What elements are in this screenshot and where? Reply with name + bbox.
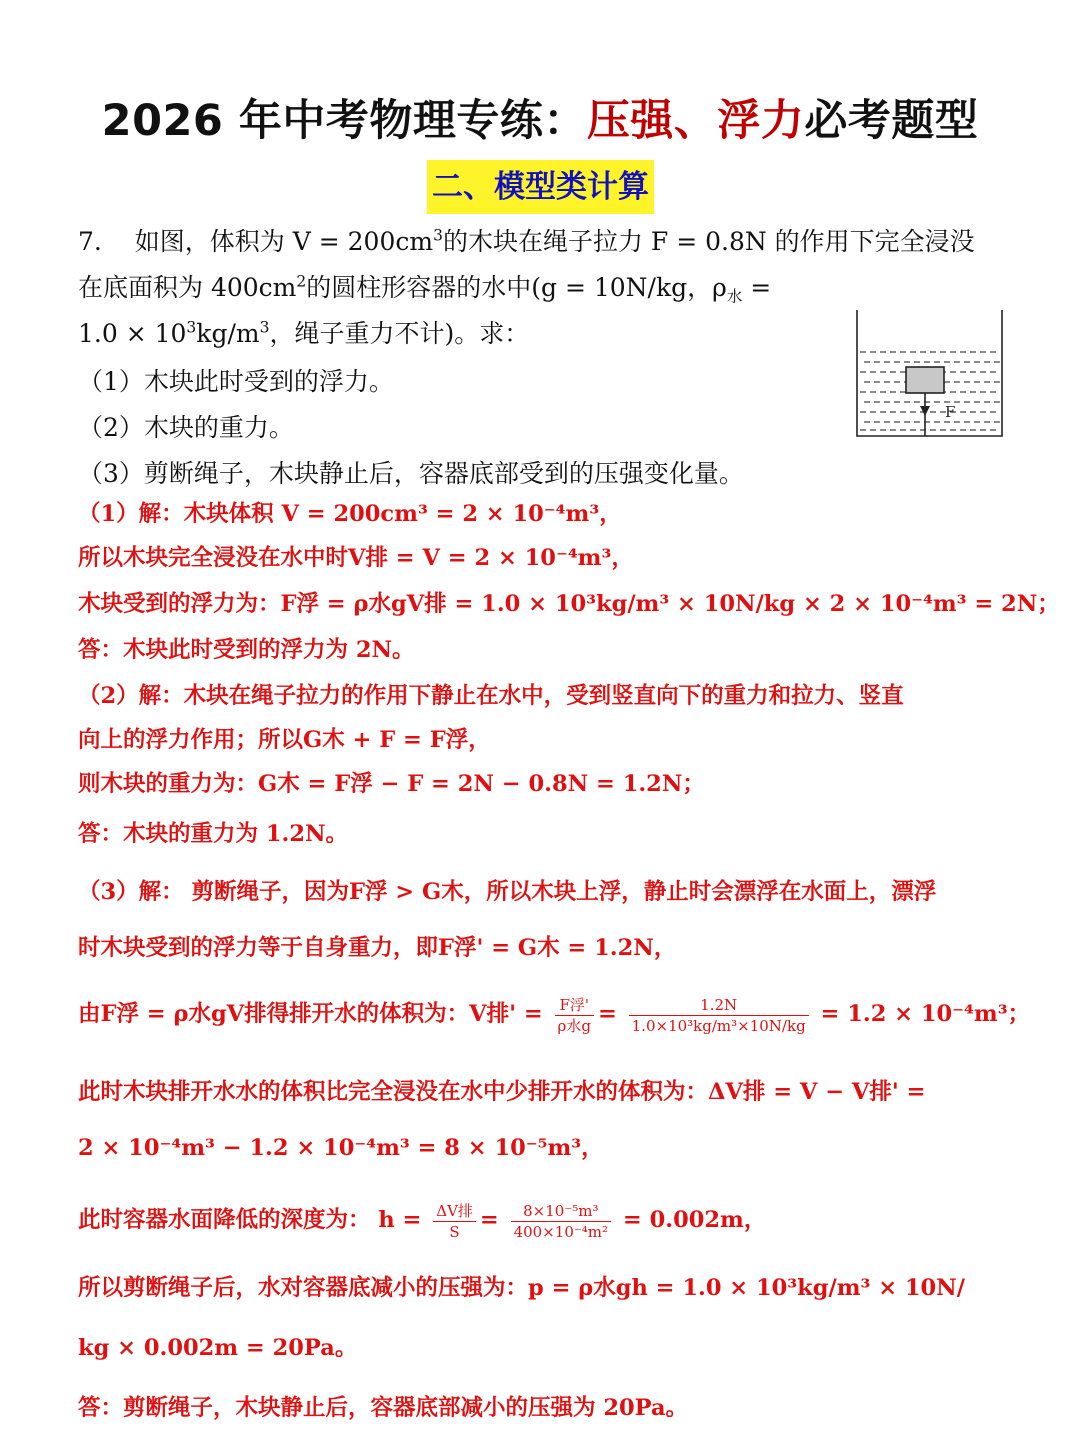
q-text: kg/m bbox=[196, 319, 260, 348]
answer-1-line-1: （1）解：木块体积 V = 200cm³ = 2 × 10⁻⁴m³， bbox=[78, 501, 622, 527]
q-text: 的木块在绳子拉力 F = 0.8N 的作用下完全浸没 bbox=[442, 227, 975, 256]
q-text: ，绳子重力不计)。求： bbox=[269, 319, 530, 348]
fraction bbox=[511, 1201, 611, 1242]
question-part-1: （1）木块此时受到的浮力。 bbox=[78, 367, 394, 396]
q-text: 1.0 × 10 bbox=[78, 319, 187, 348]
fraction-numerator: F浮' bbox=[555, 995, 594, 1016]
fraction-denominator: 1.0×10³kg/m³×10N/kg bbox=[631, 1016, 806, 1035]
page-title bbox=[0, 86, 1080, 156]
q-sup: 3 bbox=[186, 318, 197, 337]
answer-3-line-1: （3）解： 剪断绳子，因为F浮 > G木，所以木块上浮，静止时会漂浮在水面上，漂浮 bbox=[78, 879, 937, 905]
question-line-1 bbox=[78, 222, 975, 262]
force-arrow-icon bbox=[920, 406, 930, 416]
question-line-2 bbox=[78, 268, 771, 308]
equation-text: = 0.002m， bbox=[622, 1207, 767, 1233]
q-sup: 3 bbox=[433, 226, 443, 245]
fraction-numerator: 8×10⁻⁵m³ bbox=[511, 1201, 611, 1222]
fraction-denominator: ρ水g bbox=[557, 1016, 591, 1035]
answer-2-line-1: （2）解：木块在绳子拉力的作用下静止在水中，受到竖直向下的重力和拉力、竖直 bbox=[78, 683, 904, 709]
title-suffix: 必考题型 bbox=[804, 96, 979, 146]
q-text: 的圆柱形容器的水中(g = 10N/kg，ρ bbox=[306, 273, 727, 302]
container-diagram bbox=[852, 308, 1007, 440]
q-sub: 水 bbox=[726, 287, 743, 306]
q-text: 在底面积为 400cm bbox=[78, 273, 297, 302]
wood-block bbox=[906, 367, 944, 393]
answer-1-line-2: 所以木块完全浸没在水中时V排 = V = 2 × 10⁻⁴m³， bbox=[78, 545, 634, 571]
question-part-2: （2）木块的重力。 bbox=[78, 413, 294, 442]
fraction-numerator: ΔV排 bbox=[433, 1201, 476, 1222]
answer-3-line-2: 时木块受到的浮力等于自身重力，即F浮' = G木 = 1.2N， bbox=[78, 935, 677, 961]
fraction-numerator: 1.2N bbox=[629, 995, 809, 1016]
q-sup: 2 bbox=[296, 272, 307, 291]
q-sup: 3 bbox=[259, 318, 270, 337]
q-text: = bbox=[742, 273, 772, 302]
answer-2-line-3: 则木块的重力为：G木 = F浮 − F = 2N − 0.8N = 1.2N； bbox=[78, 771, 705, 797]
answer-1-line-3: 木块受到的浮力为：F浮 = ρ水gV排 = 1.0 × 10³kg/m³ × 10N/kg × 2 × 10⁻⁴m³ = 2N； bbox=[78, 591, 1060, 617]
fraction-denominator: S bbox=[449, 1222, 460, 1241]
answer-3-line-6: 此时容器水面降低的深度为： h = $\frac{\text{ΔV排}}{S}$ = $\frac{\text{8×10⁻⁵m³}}{\text{400×10⁻⁴m²}}$ = 0.002m， bbox=[78, 1201, 767, 1241]
answer-3-line-7: 所以剪断绳子后，水对容器底减小的压强为：p = ρ水gh = 1.0 × 10³kg/m³ × 10N/ bbox=[78, 1275, 965, 1301]
answer-3-line-3: 由F浮 = ρ水gV排得排开水的体积为：V排' = $\frac{\text{F浮'}}{\text{ρ水g}}$ = $\frac{1.2N}{\text{1.0×10³kg/m³×10N/kg}}$ = 1.2 × 10⁻⁴m³； bbox=[78, 995, 1031, 1035]
answer-3-line-5: 2 × 10⁻⁴m³ − 1.2 × 10⁻⁴m³ = 8 × 10⁻⁵m³， bbox=[78, 1135, 604, 1161]
equation-text: 由F浮 = ρ水gV排得排开水的体积为：V排' = bbox=[78, 1001, 543, 1027]
answer-2-line-4: 答：木块的重力为 1.2N。 bbox=[78, 821, 349, 847]
force-label: F bbox=[945, 403, 956, 421]
answer-3-line-9: 答：剪断绳子，木块静止后，容器底部减小的压强为 20Pa。 bbox=[78, 1395, 689, 1421]
answer-1-line-4: 答：木块此时受到的浮力为 2N。 bbox=[78, 637, 415, 663]
equation-text: 此时容器水面降低的深度为： h = bbox=[78, 1207, 422, 1233]
answer-2-line-2: 向上的浮力作用；所以G木 + F = F浮， bbox=[78, 727, 491, 753]
title-prefix: 2026 年中考物理专练： bbox=[101, 96, 587, 146]
equation-text: = 1.2 × 10⁻⁴m³； bbox=[820, 1001, 1031, 1027]
fraction-denominator: 400×10⁻⁴m² bbox=[513, 1222, 609, 1241]
question-line-3 bbox=[78, 314, 529, 354]
answer-3-line-8: kg × 0.002m = 20Pa。 bbox=[78, 1335, 358, 1361]
title-highlight: 压强、浮力 bbox=[586, 96, 805, 146]
fraction bbox=[555, 995, 594, 1036]
fraction bbox=[433, 1201, 476, 1242]
q-text: 7. 如图，体积为 V = 200cm bbox=[78, 227, 434, 256]
fraction bbox=[629, 995, 809, 1036]
answer-3-line-4: 此时木块排开水水的体积比完全浸没在水中少排开水的体积为：ΔV排 = V − V排' = bbox=[78, 1079, 926, 1105]
section-heading: 二、模型类计算 bbox=[427, 160, 654, 214]
question-part-3: （3）剪断绳子，木块静止后，容器底部受到的压强变化量。 bbox=[78, 459, 744, 488]
